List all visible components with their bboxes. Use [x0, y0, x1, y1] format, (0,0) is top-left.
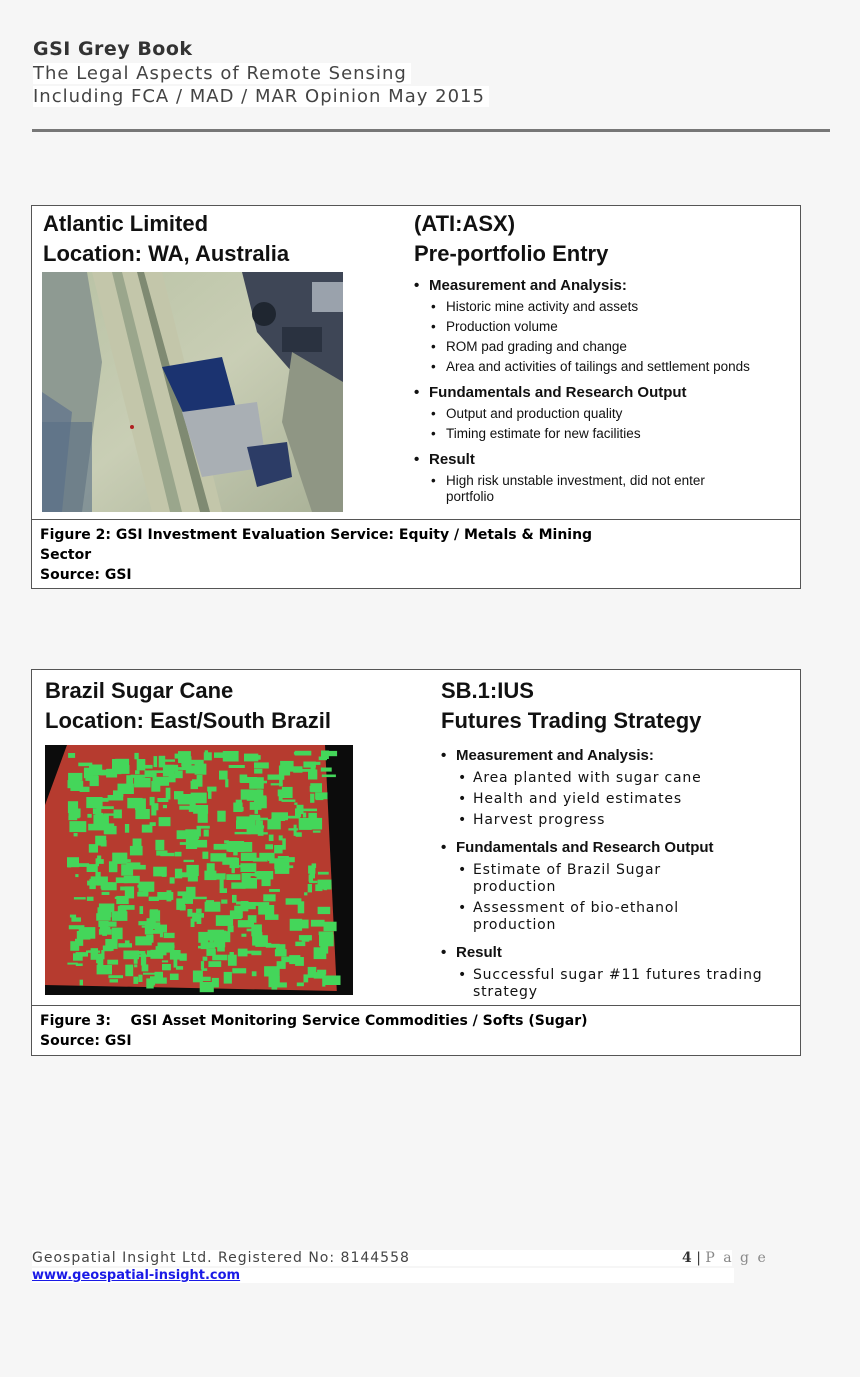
bullet-item: • Assessment of bio-ethanol production: [441, 900, 763, 934]
figure-3-slide: [32, 670, 800, 1005]
mine-satellite-image: [42, 272, 343, 512]
document-subtitle-line-1: The Legal Aspects of Remote Sensing: [33, 63, 411, 84]
figure-3-caption: [40, 1011, 588, 1051]
section-heading: • Fundamentals and Research Output: [414, 384, 798, 402]
footer-website-link[interactable]: www.geospatial-insight.com: [32, 1268, 734, 1283]
location: Location: WA, Australia: [43, 241, 290, 266]
document-subtitle-line-2: Including FCA / MAD / MAR Opinion May 2015: [33, 86, 489, 107]
mine-satellite-graphic: [42, 272, 343, 512]
bullet-item: • Area planted with sugar cane: [441, 770, 791, 787]
figure-3-right-heading: [441, 676, 701, 736]
bullet-item: • High risk unstable investment, did not enter portfolio: [414, 473, 736, 505]
bullet-item: • Harvest progress: [441, 812, 791, 829]
caption-source: Source: GSI: [40, 567, 132, 583]
figure-2-left-heading: [43, 209, 289, 269]
ticker: (ATI:ASX): [414, 211, 516, 236]
figure-2-right-heading: [414, 209, 608, 269]
document-title: GSI Grey Book: [33, 38, 193, 60]
bullet-item: • Output and production quality: [414, 406, 798, 422]
bullet-item: • Timing estimate for new facilities: [414, 426, 798, 442]
bullet-item: • Health and yield estimates: [441, 791, 791, 808]
strategy: Futures Trading Strategy: [441, 708, 702, 733]
sugar-cane-classification-map: [45, 745, 353, 995]
figure-2-slide: [32, 206, 800, 519]
figure-3: [31, 669, 801, 1056]
figure-3-left-heading: [45, 676, 331, 736]
cane-map-graphic: [45, 745, 353, 995]
figure-2-bullets: [414, 277, 798, 505]
crop-name: Brazil Sugar Cane: [45, 678, 234, 703]
bullet-item: • Successful sugar #11 futures trading strategy: [441, 967, 793, 1001]
section-heading: • Fundamentals and Research Output: [441, 838, 791, 858]
header-divider: [32, 129, 830, 132]
bullet-item: • Historic mine activity and assets: [414, 299, 798, 315]
bullet-item: • Estimate of Brazil Sugar production: [441, 862, 733, 896]
page-label: P a g e: [705, 1250, 768, 1266]
figure-3-bullets: [441, 746, 791, 1001]
caption-title: Figure 3: GSI Asset Monitoring Service Commodities / Softs (Sugar): [40, 1013, 588, 1029]
caption-source: Source: GSI: [40, 1033, 132, 1049]
figure-2-caption: [40, 525, 592, 585]
figure-2: [31, 205, 801, 589]
bullet-item: • ROM pad grading and change: [414, 339, 798, 355]
page-separator: |: [691, 1250, 706, 1266]
section-heading: • Measurement and Analysis:: [414, 277, 798, 295]
caption-title-continued: Sector: [40, 547, 92, 563]
bullet-item: • Production volume: [414, 319, 798, 335]
figure-3-caption-divider: [32, 1005, 800, 1006]
strategy: Pre-portfolio Entry: [414, 241, 609, 266]
page-number: [682, 1250, 768, 1266]
ticker: SB.1:IUS: [441, 678, 534, 703]
company-name: Atlantic Limited: [43, 211, 209, 236]
section-heading: • Measurement and Analysis:: [441, 746, 791, 766]
section-heading: • Result: [414, 451, 798, 469]
section-heading: • Result: [441, 943, 791, 963]
bullet-item: • Area and activities of tailings and settlement ponds: [414, 359, 798, 375]
figure-2-caption-divider: [32, 519, 800, 520]
page-number-value: 4: [682, 1250, 692, 1266]
footer-company-info: Geospatial Insight Ltd. Registered No: 8144558: [32, 1250, 732, 1266]
location: Location: East/South Brazil: [45, 708, 332, 733]
caption-title: Figure 2: GSI Investment Evaluation Service: Equity / Metals & Mining: [40, 527, 593, 543]
